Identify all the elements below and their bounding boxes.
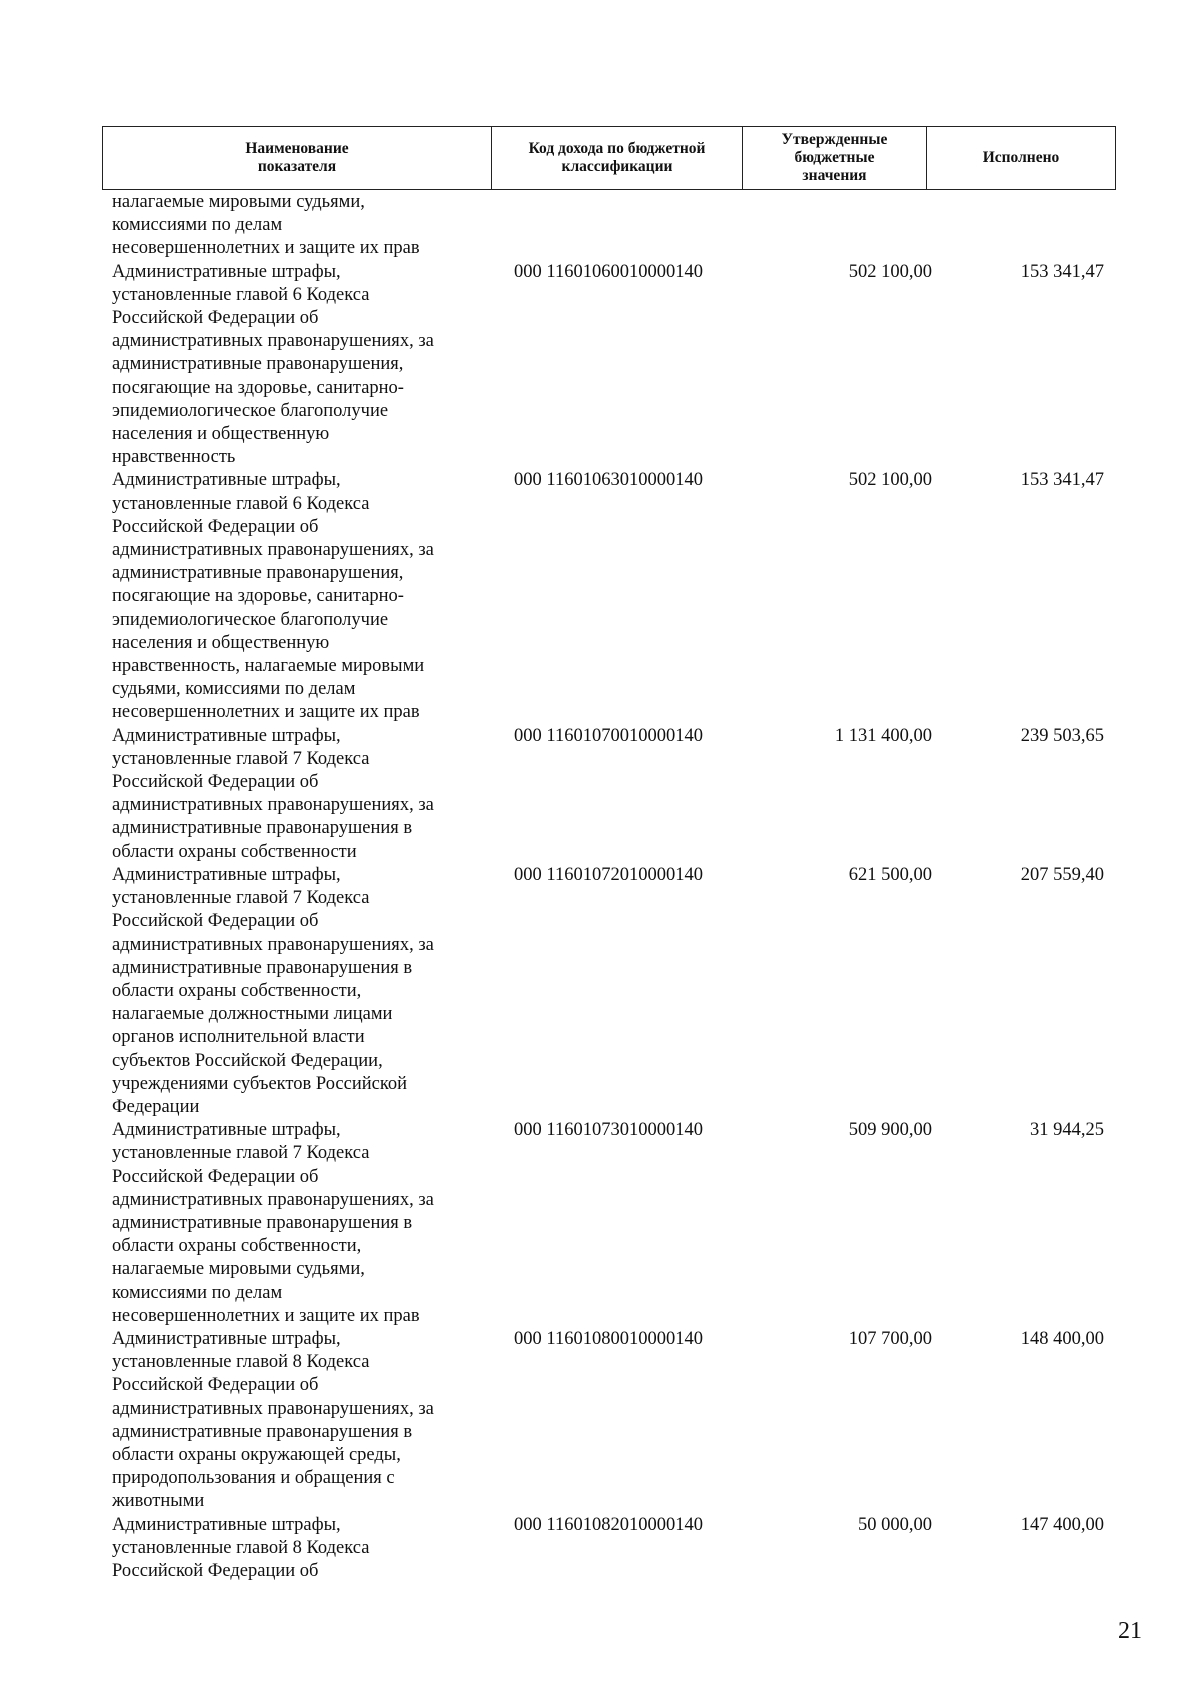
- row-plan-value: 502 100,00: [848, 261, 932, 282]
- row-code: 000 11601080010000140: [514, 1328, 703, 1349]
- header-name-column: Наименование показателя: [103, 127, 492, 189]
- table-row: [112, 1328, 1122, 1514]
- row-done-value: 153 341,47: [1020, 261, 1104, 282]
- header-code-column: Код дохода по бюджетной классификации: [492, 127, 743, 189]
- row-name: Административные штрафы, установленные главой 6 Кодекса Российской Федерации об административных правонарушениях, за административные правонарушения, посягающие на здоровье, санитарно- эпидемиологическое благополучие населения и общественную нравственность, налагаемые мировыми судьями, комиссиями по делам несовершеннолетних и защите их прав: [112, 470, 434, 723]
- table-row: [112, 469, 1122, 724]
- row-code: [502, 191, 752, 261]
- row-plan-value: 502 100,00: [848, 470, 932, 491]
- row-done-value: 153 341,47: [1020, 470, 1104, 491]
- row-plan-value: 1 131 400,00: [834, 725, 932, 746]
- row-code: 000 11601060010000140: [514, 261, 703, 282]
- row-code: 000 11601072010000140: [514, 864, 703, 885]
- table-row: [112, 864, 1122, 1119]
- row-name: Административные штрафы, установленные главой 6 Кодекса Российской Федерации об административных правонарушениях, за административные правонарушения, посягающие на здоровье, санитарно- эпидемиологическое благополучие населения и общественную нравственность: [112, 261, 434, 468]
- row-plan-value: 509 900,00: [848, 1120, 932, 1141]
- header-done-column: Исполнено: [982, 149, 1060, 166]
- row-done-value: 147 400,00: [1020, 1514, 1104, 1535]
- row-name: Административные штрафы, установленные главой 7 Кодекса Российской Федерации об административных правонарушениях, за административные правонарушения в области охраны собственности, налагаемые должностными лицами органов исполнительной власти субъектов Российской Федерации, учреждениями субъектов Российской Федерации: [112, 864, 434, 1117]
- row-code: 000 11601082010000140: [514, 1514, 703, 1535]
- row-name: Административные штрафы, установленные главой 8 Кодекса Российской Федерации об: [112, 1514, 370, 1581]
- row-code: 000 11601063010000140: [514, 470, 703, 491]
- row-name: Административные штрафы, установленные главой 7 Кодекса Российской Федерации об административных правонарушениях, за административные правонарушения в области охраны собственности, налагаемые мировыми судьями, комиссиями по делам несовершеннолетних и защите их прав: [112, 1120, 434, 1326]
- table-row: [112, 1514, 1122, 1584]
- row-plan-value: 107 700,00: [848, 1328, 932, 1349]
- header-plan-column: Утвержденные бюджетные значения: [743, 127, 927, 189]
- table-row: [112, 191, 1122, 261]
- table-header: [102, 126, 1116, 190]
- row-done-value: 148 400,00: [1020, 1328, 1104, 1349]
- row-plan-value: [752, 191, 942, 261]
- row-done-value: 207 559,40: [1020, 864, 1104, 885]
- row-plan-value: 621 500,00: [848, 864, 932, 885]
- table-body: [112, 191, 1122, 1583]
- table-row: [112, 725, 1122, 864]
- row-code: 000 11601073010000140: [514, 1120, 703, 1141]
- row-done-value: 239 503,65: [1020, 725, 1104, 746]
- row-name: Административные штрафы, установленные главой 8 Кодекса Российской Федерации об административных правонарушениях, за административные правонарушения в области охраны окружающей среды, природопользования и обращения с животными: [112, 1328, 434, 1512]
- row-done-value: [942, 191, 1122, 261]
- row-done-value: 31 944,25: [1030, 1120, 1104, 1141]
- page-number: 21: [1118, 1618, 1142, 1644]
- row-code: 000 11601070010000140: [514, 725, 703, 746]
- table-row: [112, 1119, 1122, 1328]
- row-plan-value: 50 000,00: [858, 1514, 932, 1535]
- table-row: [112, 261, 1122, 470]
- row-name: Административные штрафы, установленные главой 7 Кодекса Российской Федерации об административных правонарушениях, за административные правонарушения в области охраны собственности: [112, 725, 434, 862]
- row-name: налагаемые мировыми судьями, комиссиями по делам несовершеннолетних и защите их прав: [112, 192, 420, 259]
